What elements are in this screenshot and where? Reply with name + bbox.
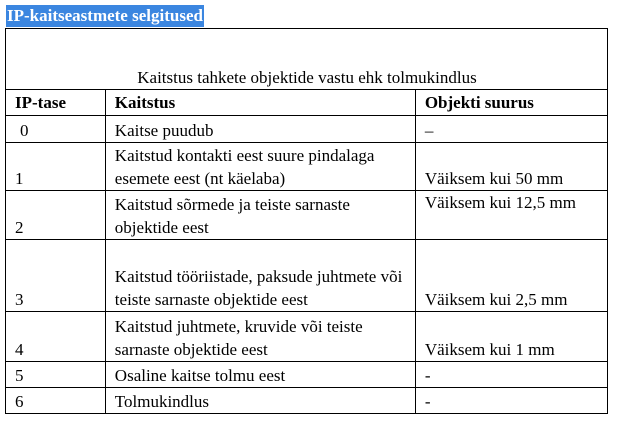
table-row [6,190,608,239]
table-caption: Kaitstus tahkete objektide vastu ehk tolmukindlus [6,29,608,90]
kaitstus-cell: Tolmukindlus [105,387,415,413]
table-row [6,312,608,361]
ip-level-cell: 1 [6,142,106,190]
kaitstus-cell: Kaitstud kontakti eest suure pindalaga esemete eest (nt käelaba) [105,142,415,190]
ip-level-cell: 0 [6,116,106,142]
ip-level-cell: 3 [6,240,106,312]
suurus-cell: Väiksem kui 1 mm [415,312,607,361]
kaitstus-cell: Kaitstud juhtmete, kruvide või teiste sarnaste objektide eest [105,312,415,361]
ip-level-cell: 5 [6,361,106,387]
table-row [6,240,608,312]
suurus-cell: Väiksem kui 50 mm [415,142,607,190]
column-header-kaitstus: Kaitstus [105,90,415,116]
table-row [6,142,608,190]
suurus-cell: - [415,387,607,413]
caption-row [6,29,608,90]
header-row [6,90,608,116]
column-header-ip-tase: IP-tase [6,90,106,116]
suurus-cell: – [415,116,607,142]
kaitstus-cell: Kaitse puudub [105,116,415,142]
kaitstus-cell: Kaitstud sõrmede ja teiste sarnaste objektide eest [105,190,415,239]
table-row [6,387,608,413]
suurus-cell: Väiksem kui 12,5 mm [415,190,607,239]
table-row [6,116,608,142]
kaitstus-cell: Osaline kaitse tolmu eest [105,361,415,387]
ip-level-cell: 2 [6,190,106,239]
ip-protection-table [5,28,608,414]
suurus-cell: - [415,361,607,387]
ip-level-cell: 4 [6,312,106,361]
kaitstus-cell: Kaitstud tööriistade, paksude juhtmete või teiste sarnaste objektide eest [105,240,415,312]
column-header-objekti-suurus: Objekti suurus [415,90,607,116]
ip-level-cell: 6 [6,387,106,413]
page-heading: IP-kaitseastmete selgitused [7,6,203,25]
suurus-cell: Väiksem kui 2,5 mm [415,240,607,312]
table-row [6,361,608,387]
